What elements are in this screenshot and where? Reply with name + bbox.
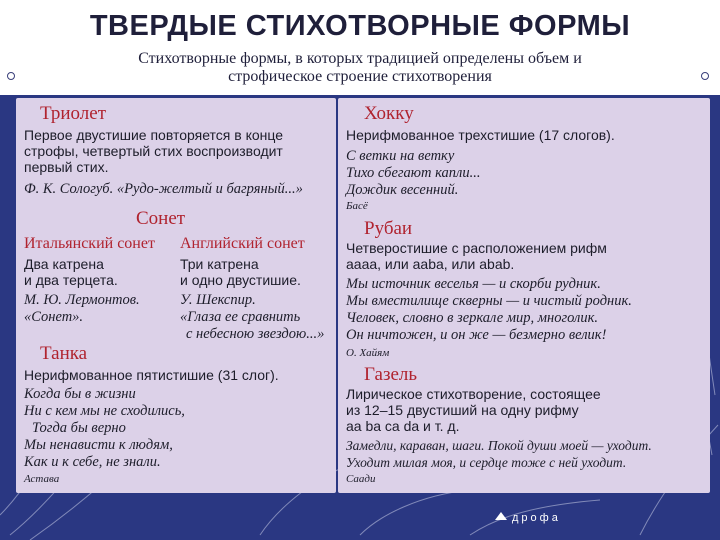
text-line: Два катрена [24, 256, 104, 272]
text-line: аа ba са da и т. д. [346, 418, 460, 434]
tanka-description: Нерифмованное пятистишие (31 слог). [24, 367, 279, 383]
poem-line: Он ничтожен, и он же — безмерно велик! [346, 327, 607, 343]
gazel-author: Саади [346, 473, 376, 485]
poem-line: Тогда бы верно [32, 420, 126, 436]
text-line: Четверостишие с расположением рифм [346, 240, 607, 256]
rubai-description [346, 240, 607, 272]
italian-sonet-description [24, 256, 118, 288]
poem-line: Замедли, караван, шаги. Покой души моей — уходит. [346, 438, 652, 453]
poem-line: Уходит милая моя, и сердце тоже с ней уходит. [346, 455, 627, 470]
poster-subtitle: Стихотворные формы, в которых традицией определены объем и строфическое строение стихотворения [138, 50, 582, 85]
gazel-heading: Газель [364, 364, 418, 385]
poster-title: ТВЕРДЫЕ СТИХОТВОРНЫЕ ФОРМЫ [89, 10, 631, 42]
text-line: с небесною звездою...» [186, 326, 325, 342]
gazel-description [346, 386, 601, 434]
text-line: «Глаза ее сравнить [180, 309, 301, 325]
poem-line: Тихо сбегают капли... [346, 165, 481, 181]
tanka-poem [24, 386, 185, 471]
italian-sonet-heading: Итальянский сонет [24, 235, 155, 252]
text-line: Лирическое стихотворение, состоящее [346, 386, 601, 402]
text-line: Первое двустишие повторяется в конце [24, 127, 284, 143]
imprint-block [650, 506, 710, 532]
triolet-example: Ф. К. Сологуб. «Рудо-желтый и багряный...» [24, 181, 303, 197]
text-line: и два терцета. [24, 272, 118, 288]
text-line: «Сонет». [24, 309, 84, 325]
triolet-description [24, 127, 334, 175]
text-line: М. Ю. Лермонтов. [24, 292, 140, 308]
rubai-poem [346, 276, 632, 344]
tanka-heading: Танка [40, 343, 88, 364]
poem-line: Дождик весенний. [346, 182, 459, 198]
triolet-heading: Триолет [40, 103, 107, 124]
rubai-heading: Рубаи [364, 218, 413, 239]
text-line: первый стих. [24, 159, 109, 175]
sonet-heading: Сонет [136, 208, 186, 229]
text-line: из 12–15 двустиший на одну рифму [346, 402, 579, 418]
hokku-author: Басё [346, 200, 368, 212]
text-line: аааа, или ааbа, или abab. [346, 256, 515, 272]
rubai-author: О. Хайям [346, 347, 390, 359]
imprint-block [582, 506, 642, 532]
poem-line: Мы источник веселья — и скорби рудник. [346, 276, 601, 292]
text-line: строфы, четвертый стих воспроизводит [24, 143, 283, 159]
hokku-description: Нерифмованное трехстишие (17 слогов). [346, 127, 615, 143]
pin-icon [7, 72, 15, 80]
poem-line: С ветки на ветку [346, 148, 455, 164]
tanka-author: Астава [24, 473, 60, 485]
italian-sonet-example [24, 292, 140, 326]
poem-line: Человек, словно в зеркале мир, многолик. [346, 310, 599, 326]
pin-icon [701, 72, 709, 80]
poem-line: Когда бы в жизни [24, 386, 136, 402]
poem-line: Мы вместилище скверны — и чистый родник. [346, 293, 632, 309]
gazel-poem [346, 437, 652, 471]
poster-header [0, 0, 720, 95]
text-line: и одно двустишие. [180, 272, 301, 288]
english-sonet-heading: Английский сонет [180, 235, 305, 252]
text-line: Три катрена [180, 256, 259, 272]
poem-line: Ни с кем мы не сходились, [24, 403, 185, 419]
english-sonet-description [180, 256, 301, 288]
english-sonet-example [180, 292, 324, 343]
hokku-poem [346, 148, 481, 199]
hokku-heading: Хокку [364, 103, 414, 124]
publisher-name: дрофа [512, 512, 561, 524]
poem-line: Как и к себе, не знали. [24, 454, 161, 470]
publisher-logo-icon [494, 510, 508, 522]
poem-line: Мы ненависти к людям, [24, 437, 173, 453]
text-line: У. Шекспир. [180, 292, 256, 308]
